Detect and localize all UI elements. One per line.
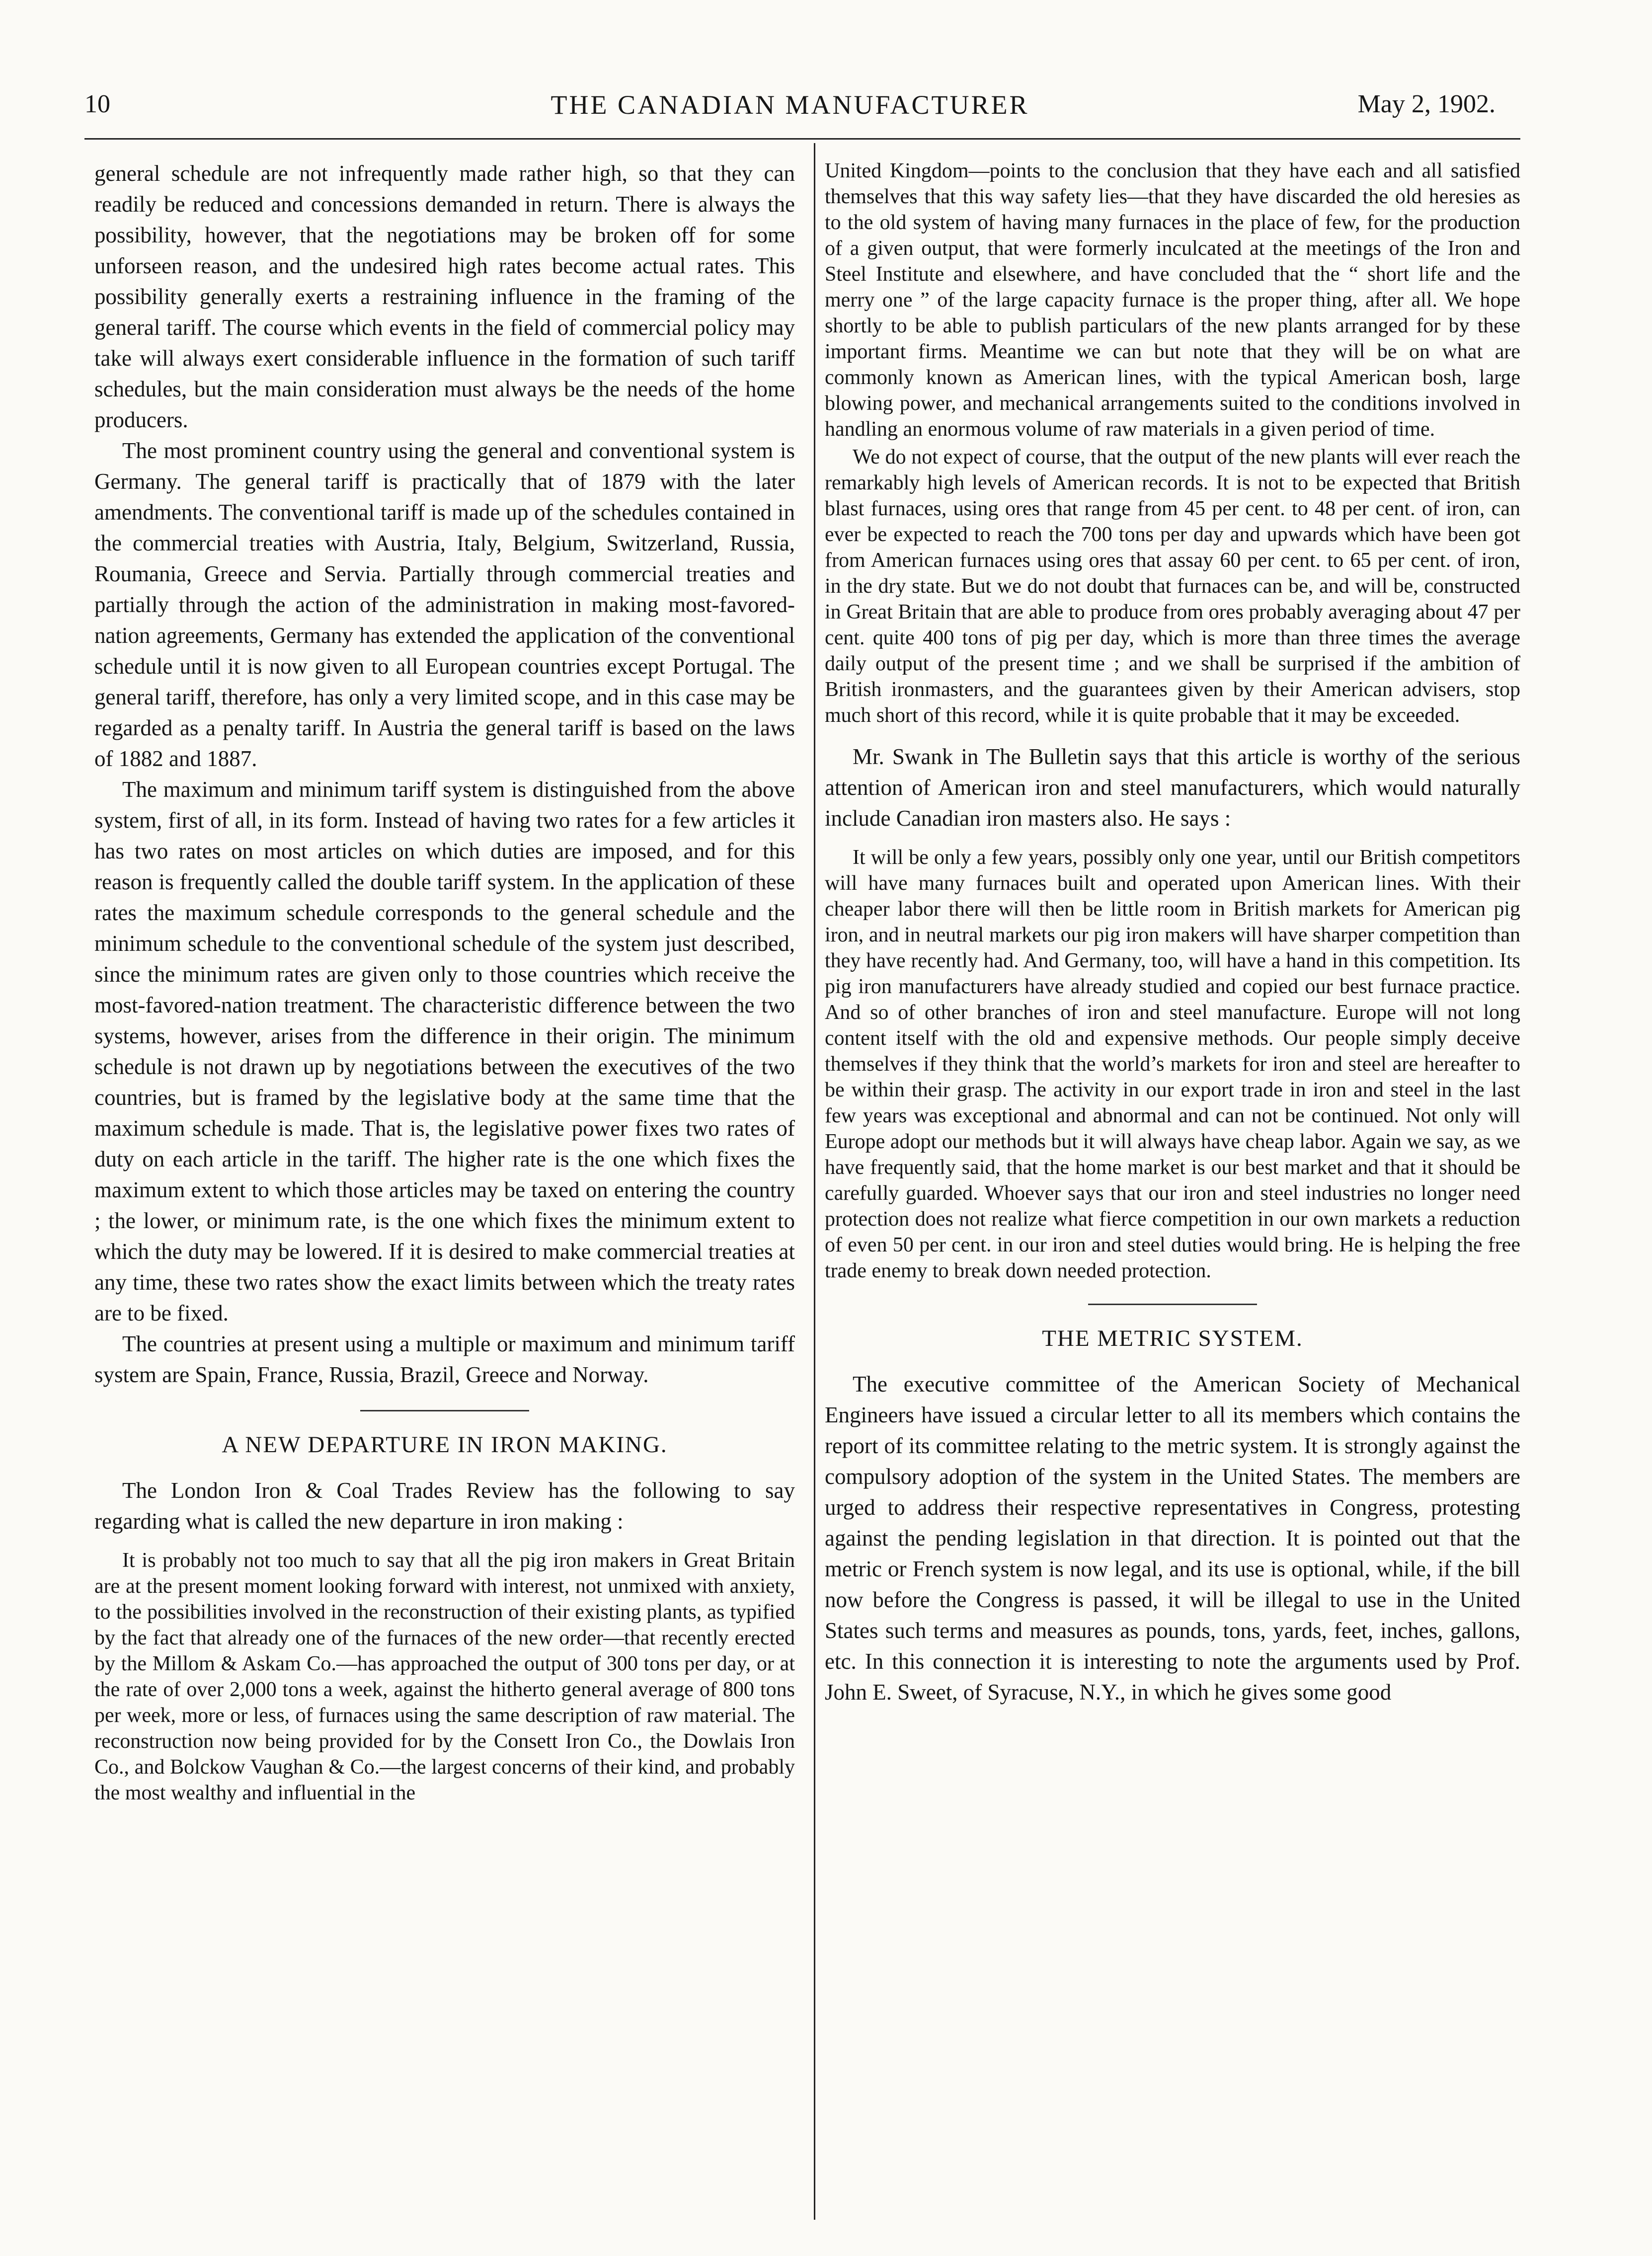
page-number: 10 bbox=[84, 90, 110, 118]
header-rule bbox=[84, 138, 1520, 140]
paragraph: The countries at present using a multiple or maximum and minimum tariff system are Spain, France, Russia, Brazil, Greece and Norway. bbox=[94, 1331, 795, 1387]
section-divider bbox=[1088, 1304, 1257, 1305]
paragraph: Mr. Swank in The Bulletin says that this article is worthy of the serious attention of American iron and steel manufacturers, which would naturally include Canadian iron masters also. He says : bbox=[825, 744, 1520, 831]
paragraph: The London Iron & Coal Trades Review has the following to say regarding what is called the new departure in iron making : bbox=[94, 1478, 795, 1534]
quoted-paragraph: It is probably not too much to say that all the pig iron makers in Great Britain are at the present moment looking forward with interest, not unmixed with anxiety, to the possibilities involved in the reconstruction of their existing plants, as typified by the fact that already one of the furnaces of the new order—that recently erected by the Millom & Askam Co.—has approached the output of 300 tons per day, or at the rate of over 2,000 tons a week, against the hitherto general average of 800 tons per week, more or less, of furnaces using the same description of raw material. The reconstruction now being provided for by the Consett Iron Co., the Dowlais Iron Co., and Bolckow Vaughan & Co.—the largest concerns of their kind, and probably the most wealthy and influential in the bbox=[94, 1549, 795, 1804]
issue-date: May 2, 1902. bbox=[1357, 90, 1495, 118]
quoted-paragraph: It will be only a few years, possibly only one year, until our British competitors will have many furnaces built and operated upon American lines. With their cheaper labor there will then be little room in British markets for American pig iron, and in neutral markets our pig iron makers will have sharper competition than they have recently had. And Germany, too, will have a hand in this competition. Its pig iron manufacturers have already studied and copied our best furnace practice. And so of other branches of iron and steel manufacture. Europe will not long content itself with the old and expensive methods. Our people simply deceive themselves if they think that the world’s markets for iron and steel are hereafter to be within their grasp. The activity in our export trade in iron and steel in the last few years was exceptional and abnormal and can not be continued. Not only will Europe adopt our methods but it will always have cheap labor. Again we say, as we have frequently said, that the home market is our best market and that it should be carefully guarded. Whoever says that our iron and steel industries no longer need protection does not realize what fierce competition in our own markets a reduction of even 50 per cent. in our iron and steel duties would bring. He is helping the free trade enemy to break down needed protection. bbox=[825, 846, 1520, 1282]
quoted-paragraph: United Kingdom—points to the conclusion that they have each and all satisfied themselves that this way safety lies—that they have discarded the old heresies as to the old system of having many furnaces in the place of few, for the production of a given output, that were formerly inculcated at the meetings of the Iron and Steel Institute and elsewhere, and have concluded that the “ short life and the merry one ” of the large capacity furnace is the proper thing, after all. We hope shortly to be able to publish particulars of the new plants arranged for by these important firms. Meantime we can but note that they will be on what are commonly known as American lines, with the typical American bosh, large blowing power, and mechanical arrangements suited to the conditions involved in handling an enormous volume of raw materials in a given period of time. bbox=[825, 159, 1520, 441]
publication-title: THE CANADIAN MANUFACTURER bbox=[551, 90, 1029, 120]
section-heading: A NEW DEPARTURE IN IRON MAKING. bbox=[222, 1432, 668, 1458]
paragraph: The maximum and minimum tariff system is distinguished from the above system, first of all, in its form. Instead of having two rates for a few articles it has two rates on most articles on which duties are imposed, and for this reason is frequently called the double tariff system. In the application of these rates the maximum schedule corresponds to the general schedule and the minimum schedule to the conventional schedule of the system just described, since the minimum rates are given only to those countries which receive the most-favored-nation treatment. The characteristic difference between the two systems, however, arises from the difference in their origin. The minimum schedule is not drawn up by negotiations between the executives of the two countries, but is framed by the legislative body at the same time that the maximum schedule is made. That is, the legislative power fixes two rates of duty on each article in the tariff. The higher rate is the one which fixes the maximum extent to which those articles may be taxed on entering the country ; the lower, or minimum rate, is the one which fixes the minimum extent to which the duty may be lowered. If it is desired to make commercial treaties at any time, these two rates show the exact limits between which the treaty rates are to be fixed. bbox=[94, 777, 795, 1325]
paragraph: The most prominent country using the general and conventional system is Germany. The general tariff is practically that of 1879 with the later amendments. The conventional tariff is made up of the schedules contained in the commercial treaties with Austria, Italy, Belgium, Switzerland, Russia, Roumania, Greece and Servia. Partially through commercial treaties and partially through the action of the administration in making most-favored-nation agreements, Germany has extended the application of the conventional schedule until it is now given to all European countries except Portugal. The general tariff, therefore, has only a very limited scope, and in this case may be regarded as a penalty tariff. In Austria the general tariff is based on the laws of 1882 and 1887. bbox=[94, 438, 795, 771]
left-column bbox=[94, 158, 795, 1806]
quoted-paragraph: We do not expect of course, that the output of the new plants will ever reach the remarkably high levels of American records. It is not to be expected that British blast furnaces, using ores that range from 45 per cent. to 48 per cent. of iron, can ever be expected to reach the 700 tons per day and upwards which have been got from American furnaces using ores that assay 60 per cent. to 65 per cent. of iron, in the dry state. But we do not doubt that furnaces can be, and will be, constructed in Great Britain that are able to produce from ores probably averaging about 47 per cent. quite 400 tons of pig per day, which is more than three times the average daily output of the present time ; and we shall be surprised if the ambition of British ironmasters, and the guarantees given by their American advisers, stop much short of this record, while it is quite probable that it may be exceeded. bbox=[825, 446, 1520, 727]
right-column bbox=[825, 158, 1520, 1708]
page-header bbox=[84, 89, 1495, 134]
section-heading: THE METRIC SYSTEM. bbox=[1042, 1325, 1303, 1351]
paragraph: The executive committee of the American Society of Mechanical Engineers have issued a circular letter to all its members which contains the report of its committee relating to the metric system. It is strongly against the compulsory adoption of the system in the United States. The members are urged to address their respective representatives in Congress, protesting against the pending legislation in that direction. It is pointed out that the metric or French system is now legal, and its use is optional, while, if the bill now before the Congress is passed, it will be illegal to use in the United States such terms and measures as pounds, tons, yards, feet, inches, gallons, etc. In this connection it is interesting to note the arguments used by Prof. John E. Sweet, of Syracuse, N.Y., in which he gives some good bbox=[825, 1372, 1520, 1705]
section-divider bbox=[360, 1410, 529, 1411]
paragraph: general schedule are not infrequently made rather high, so that they can readily be reduced and concessions demanded in return. There is always the possibility, however, that the negotiations may be broken off for some unforseen reason, and the undesired high rates become actual rates. This possibility generally exerts a restraining influence in the framing of the general tariff. The course which events in the field of commercial policy may take will always exert considerable influence in the formation of such tariff schedules, but the main consideration must always be the needs of the home producers. bbox=[94, 161, 795, 432]
column-divider bbox=[814, 143, 815, 2220]
